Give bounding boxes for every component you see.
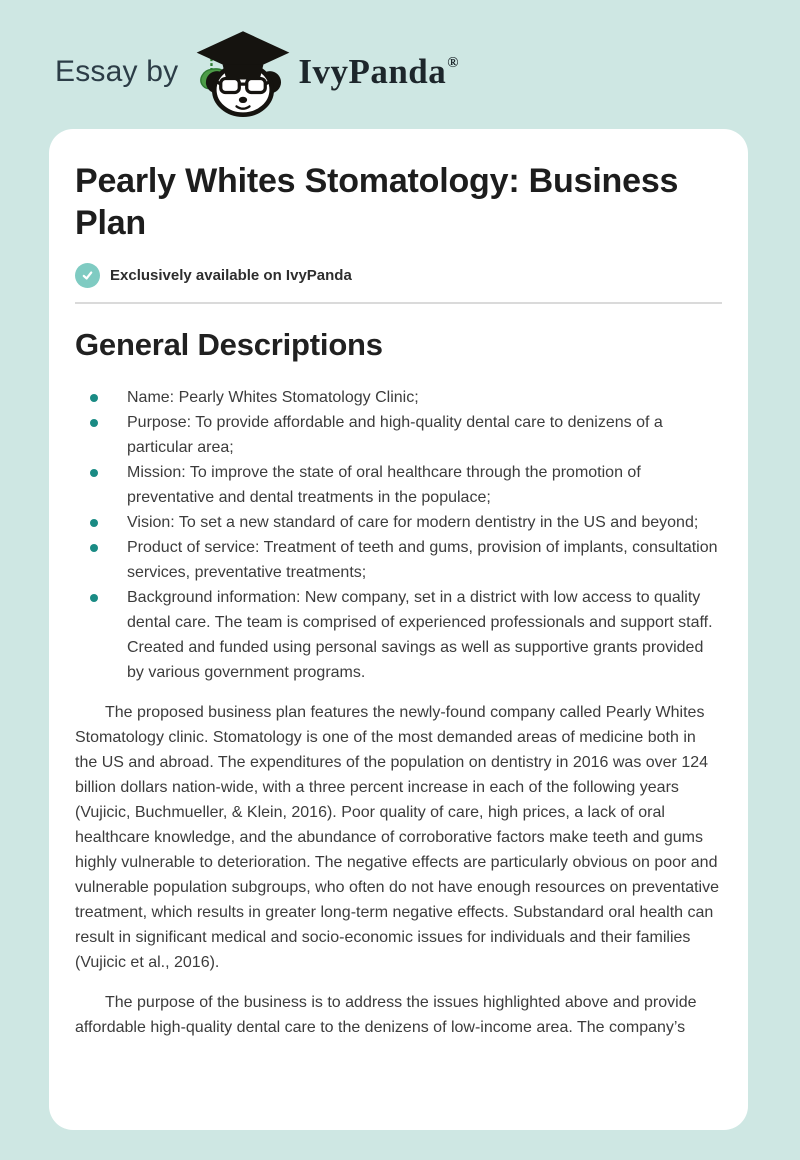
essay-paragraph: The purpose of the business is to address the issues highlighted above and provide affordable high-quality dental care to the denizens of low-income area. The company’s — [75, 994, 697, 1036]
section-heading: General Descriptions — [75, 327, 383, 362]
check-icon — [75, 263, 100, 288]
general-descriptions-list — [75, 385, 722, 685]
list-item: Name: Pearly Whites Stomatology Clinic; — [75, 385, 722, 410]
list-item: Mission: To improve the state of oral healthcare through the promotion of preventative and dental treatments in the populace; — [75, 460, 722, 510]
essay-by-label: Essay by — [55, 55, 179, 88]
ivypanda-panda-logo-icon — [192, 28, 294, 118]
list-item: Purpose: To provide affordable and high-quality dental care to denizens of a particular area; — [75, 410, 722, 460]
list-item: Vision: To set a new standard of care for modern dentistry in the US and beyond; — [75, 510, 722, 535]
list-item: Background information: New company, set in a district with low access to quality dental care. The team is comprised of experienced professionals and support staff. Created and funded using personal savings as well as supportive grants provided by various government programs. — [75, 585, 722, 685]
essay-paragraph: The proposed business plan features the newly-found company called Pearly Whites Stomatology clinic. Stomatology is one of the most demanded areas of medicine both in the US and abroad. The expenditures of the population on dentistry in 2016 was over 124 billion dollars nation-wide, with a three percent increase in each of the following years (Vujicic, Buchmueller, & Klein, 2016). Poor quality of care, high prices, a lack of oral healthcare knowledge, and the abundance of corroborative factors make teeth and gums highly vulnerable to deterioration. The negative effects are particularly obvious on poor and vulnerable population subgroups, who often do not have enough resources on preventative treatment, which results in greater long-term negative effects. Substandard oral health can result in significant medical and socio-economic issues for individuals and their families (Vujicic et al., 2016). — [75, 704, 720, 971]
brand-wordmark — [298, 52, 459, 92]
site-header — [0, 0, 800, 116]
divider — [75, 302, 722, 304]
brand-name: IvyPanda — [298, 52, 447, 91]
essay-card — [49, 129, 748, 1130]
registered-mark: ® — [447, 55, 459, 71]
availability-badge — [75, 263, 722, 288]
availability-text: Exclusively available on IvyPanda — [110, 267, 352, 284]
page-title: Pearly Whites Stomatology: Business Plan — [75, 162, 679, 242]
list-item: Product of service: Treatment of teeth and gums, provision of implants, consultation services, preventative treatments; — [75, 535, 722, 585]
